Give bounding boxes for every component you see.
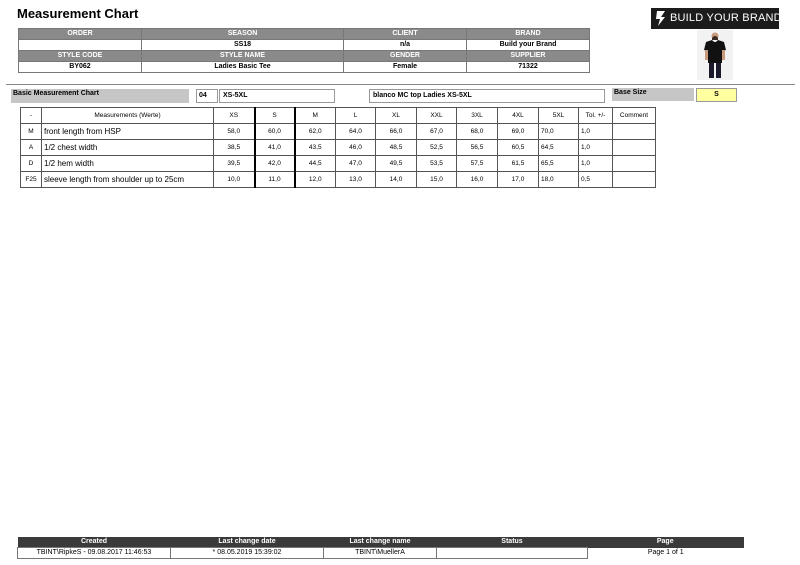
measurement-table [20, 107, 656, 188]
style-name-value: Ladies Basic Tee [142, 62, 344, 73]
cell-s: 42,0 [255, 156, 295, 172]
row-description: 1/2 hem width [42, 156, 214, 172]
row-description: 1/2 chest width [42, 140, 214, 156]
cell-xl: 48,5 [376, 140, 417, 156]
brand-header: BRAND [467, 29, 590, 40]
order-value [19, 40, 142, 51]
header-4xl: 4XL [498, 108, 539, 124]
cell-xs: 58,0 [214, 124, 255, 140]
cell-s: 60,0 [255, 124, 295, 140]
cell-xxl: 52,5 [417, 140, 457, 156]
row-code: A [21, 140, 42, 156]
footer-page-value: Page 1 of 1 [647, 549, 684, 556]
row-code: F25 [21, 172, 42, 188]
cell-5xl: 65,5 [539, 156, 579, 172]
header-comment: Comment [613, 108, 656, 124]
row-code: M [21, 124, 42, 140]
logo-text: BUILD YOUR BRAND [670, 12, 782, 24]
cell-m: 43,5 [295, 140, 336, 156]
brand-value: Build your Brand [467, 40, 590, 51]
cell-3xl: 16,0 [457, 172, 498, 188]
cell-5xl: 64,5 [539, 140, 579, 156]
header-xs: XS [214, 108, 255, 124]
row-description: front length from HSP [42, 124, 214, 140]
cell-l: 13,0 [336, 172, 376, 188]
cell-xxl: 67,0 [417, 124, 457, 140]
cell-xxl: 53,5 [417, 156, 457, 172]
base-size-label: Base Size [612, 88, 694, 101]
row-code: D [21, 156, 42, 172]
row-description: sleeve length from shoulder up to 25cm [42, 172, 214, 188]
header-tolerance: Tol. +/- [579, 108, 613, 124]
footer-change-date-value: * 08.05.2019 15:39:02 [171, 548, 324, 559]
cell-xs: 39,5 [214, 156, 255, 172]
header-5xl: 5XL [539, 108, 579, 124]
table-row [21, 124, 656, 140]
cell-xs: 38,5 [214, 140, 255, 156]
gender-header: GENDER [344, 51, 467, 62]
footer-change-name-header: Last change name [324, 537, 437, 548]
footer-change-date-header: Last change date [171, 537, 324, 548]
cell-comment [613, 124, 656, 140]
cell-comment [613, 156, 656, 172]
header-l: L [336, 108, 376, 124]
brand-logo [651, 8, 782, 29]
cell-4xl: 17,0 [498, 172, 539, 188]
cell-l: 46,0 [336, 140, 376, 156]
table-header-row [21, 108, 656, 124]
cell-xs: 10,0 [214, 172, 255, 188]
cell-5xl: 70,0 [539, 124, 579, 140]
table-row [21, 140, 656, 156]
product-photo [697, 30, 733, 80]
client-value: n/a [344, 40, 467, 51]
season-header: SEASON [142, 29, 344, 40]
cell-l: 64,0 [336, 124, 376, 140]
page-title: Measurement Chart [17, 6, 139, 21]
cell-xl: 49,5 [376, 156, 417, 172]
table-row [21, 172, 656, 188]
cell-4xl: 69,0 [498, 124, 539, 140]
footer-status-header: Status [437, 537, 588, 548]
cell-comment [613, 172, 656, 188]
cell-m: 44,5 [295, 156, 336, 172]
supplier-value: 71322 [467, 62, 590, 73]
header-3xl: 3XL [457, 108, 498, 124]
cell-tolerance: 1,0 [579, 124, 613, 140]
style-code-value: BY062 [19, 62, 142, 73]
cell-5xl: 18,0 [539, 172, 579, 188]
header-s: S [255, 108, 295, 124]
supplier-header: SUPPLIER [467, 51, 590, 62]
cell-m: 62,0 [295, 124, 336, 140]
style-code-header: STYLE CODE [19, 51, 142, 62]
chart-number: 04 [196, 89, 218, 103]
cell-4xl: 61,5 [498, 156, 539, 172]
style-info-table [18, 28, 590, 73]
cell-s: 41,0 [255, 140, 295, 156]
header-xxl: XXL [417, 108, 457, 124]
cell-xxl: 15,0 [417, 172, 457, 188]
header-code: - [21, 108, 42, 124]
cell-4xl: 60,5 [498, 140, 539, 156]
footer-table [17, 537, 744, 559]
cell-tolerance: 1,0 [579, 156, 613, 172]
season-value: SS18 [142, 40, 344, 51]
cell-tolerance: 0,5 [579, 172, 613, 188]
cell-l: 47,0 [336, 156, 376, 172]
gender-value: Female [344, 62, 467, 73]
header-m: M [295, 108, 336, 124]
cell-xl: 66,0 [376, 124, 417, 140]
style-name-header: STYLE NAME [142, 51, 344, 62]
cell-3xl: 56,5 [457, 140, 498, 156]
basic-chart-label: Basic Measurement Chart [11, 89, 189, 103]
footer-created-header: Created [18, 537, 171, 548]
size-range: XS-5XL [219, 89, 335, 103]
cell-3xl: 68,0 [457, 124, 498, 140]
cell-xl: 14,0 [376, 172, 417, 188]
header-measurement: Measurements (Werte) [42, 108, 214, 124]
footer-created-value: TBINT\RipkeS - 09.08.2017 11:46:53 [18, 548, 171, 559]
divider [6, 84, 795, 85]
cell-3xl: 57,5 [457, 156, 498, 172]
cell-comment [613, 140, 656, 156]
base-size-value: S [696, 88, 737, 102]
cell-m: 12,0 [295, 172, 336, 188]
bolt-b-logo-icon [654, 8, 668, 29]
client-header: CLIENT [344, 29, 467, 40]
footer-page-header: Page [588, 537, 744, 548]
cell-s: 11,0 [255, 172, 295, 188]
footer-change-name-value: TBINT\MuellerA [324, 548, 437, 559]
table-row [21, 156, 656, 172]
order-header: ORDER [19, 29, 142, 40]
chart-description: blanco MC top Ladies XS-5XL [369, 89, 605, 103]
cell-tolerance: 1,0 [579, 140, 613, 156]
header-xl: XL [376, 108, 417, 124]
footer-status-value [437, 548, 588, 559]
